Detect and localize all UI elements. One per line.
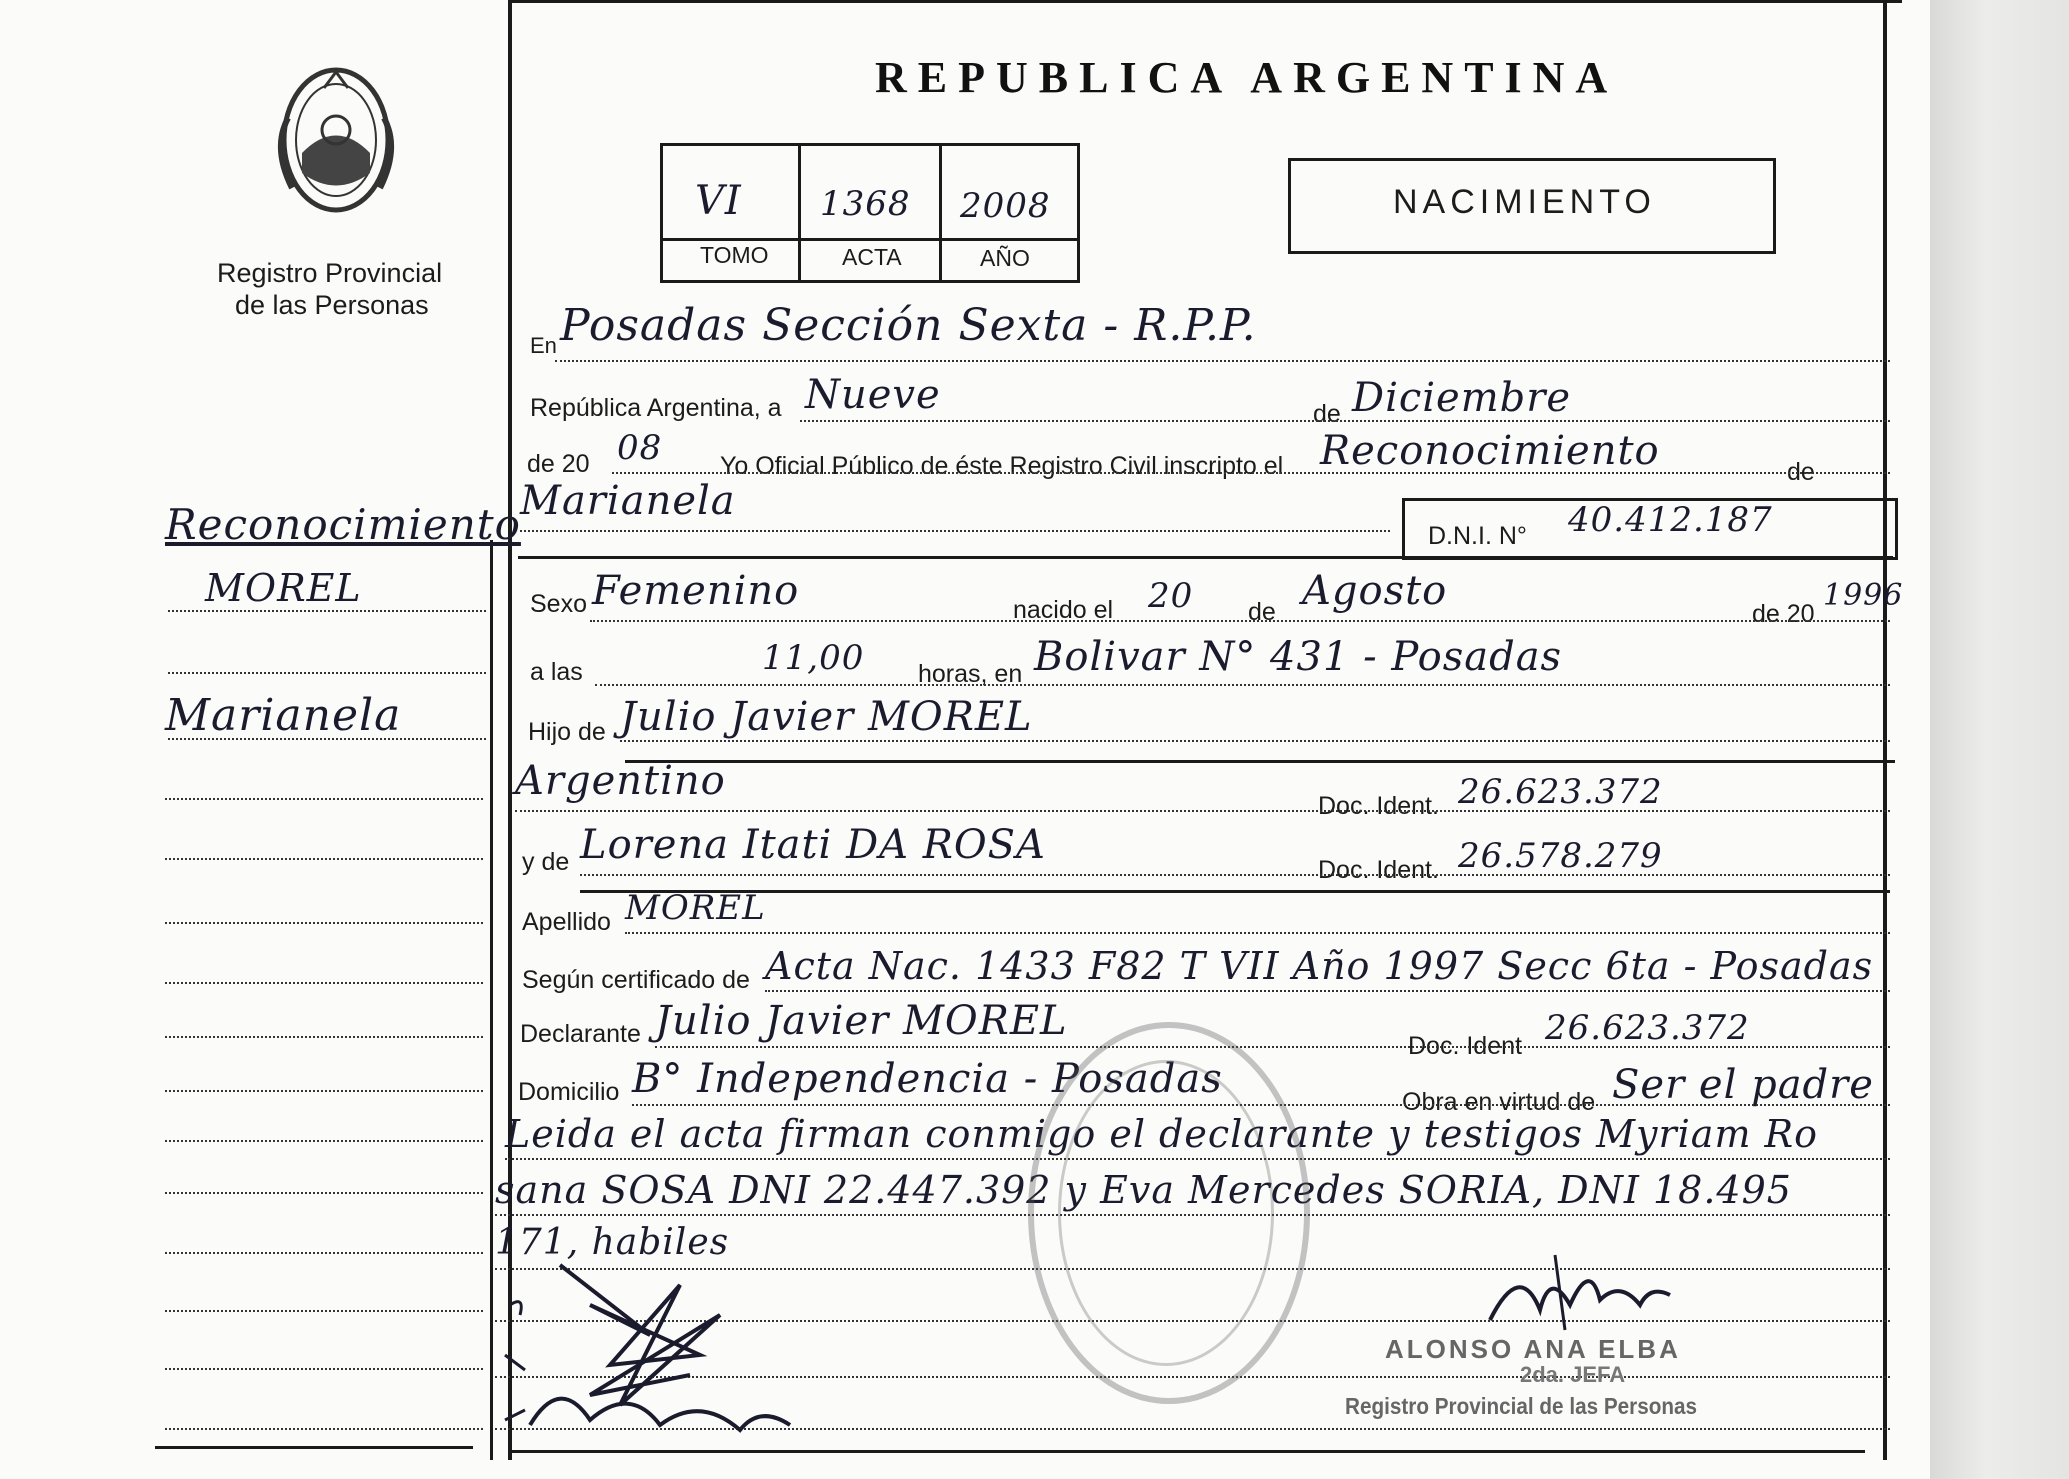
doc-ident-label-2: Doc. Ident. — [1318, 856, 1439, 884]
en-label: En — [530, 333, 557, 358]
domicilio-label: Domicilio — [518, 1078, 620, 1106]
father-value: Julio Javier MOREL — [620, 694, 1033, 740]
father-doc-value: 26.623.372 — [1458, 772, 1663, 812]
name-value: Marianela — [520, 478, 736, 524]
officer-role: 2da. JEFA — [1520, 1362, 1626, 1387]
doc-ident-label-3: Doc. Ident — [1408, 1032, 1522, 1060]
registry-name-line2: de las Personas — [235, 290, 429, 320]
mother-value: Lorena Itati DA ROSA — [580, 822, 1046, 868]
inscripto-value: Reconocimiento — [1320, 428, 1660, 474]
witness-signature-icon — [500, 1245, 800, 1445]
provincial-crest-icon — [262, 58, 410, 228]
en-value: Posadas Sección Sexta - R.P.P. — [560, 300, 1257, 351]
apellido-label: Apellido — [522, 908, 611, 936]
tomo-label: TOMO — [700, 242, 769, 268]
apellido-value: MOREL — [625, 888, 766, 928]
officer-registry: Registro Provincial de las Personas — [1345, 1393, 1698, 1419]
officer-signature-icon — [1480, 1250, 1680, 1340]
de-label: de — [1313, 400, 1341, 428]
de20-label: de 20 — [1752, 600, 1815, 628]
top-rule — [512, 0, 1902, 3]
country-title: REPUBLICA ARGENTINA — [875, 53, 1619, 102]
a-las-label: a las — [530, 658, 583, 686]
birth-day-value: 20 — [1148, 576, 1194, 616]
acta-label: ACTA — [842, 244, 902, 270]
document-type: NACIMIENTO — [1393, 183, 1656, 221]
anio-label: AÑO — [980, 245, 1030, 271]
obra-label: Obra en virtud de — [1402, 1088, 1596, 1116]
registry-name-line1: Registro Provincial — [217, 258, 443, 288]
year-prefix-label: de 20 — [527, 450, 590, 478]
horas-label: horas, en — [918, 660, 1023, 688]
margin-surname: MOREL — [205, 566, 362, 610]
margin-title: Reconocimiento — [165, 500, 521, 549]
anio-value: 2008 — [960, 186, 1051, 226]
inner-divider — [490, 540, 493, 1460]
day-value: Nueve — [805, 372, 941, 418]
place-value: Bolivar N° 431 - Posadas — [1034, 634, 1563, 680]
domicilio-value: B° Independencia - Posadas — [632, 1056, 1223, 1102]
birth-year-value: 1996 — [1823, 578, 1904, 613]
declarante-label: Declarante — [520, 1020, 641, 1048]
hour-value: 11,00 — [762, 638, 865, 678]
father-nationality-value: Argentino — [515, 758, 726, 804]
dni-value: 40.412.187 — [1568, 500, 1773, 540]
hijo-label: Hijo de — [528, 718, 606, 746]
de-label-2: de — [1787, 458, 1815, 486]
margin-given-name: Marianela — [165, 690, 402, 741]
sexo-label: Sexo — [530, 590, 587, 618]
oficial-label: Yo Oficial Público de éste Registro Civil inscripto el — [720, 452, 1284, 480]
year-value: 08 — [617, 428, 663, 468]
dni-label: D.N.I. N° — [1428, 522, 1527, 550]
page-edge — [1930, 0, 2069, 1479]
official-stamp-inner — [1058, 1060, 1274, 1366]
notes-line-1: Leida el acta firman conmigo el declarante y testigos Myriam Ro — [505, 1112, 1819, 1156]
y-de-label: y de — [522, 848, 570, 876]
declarante-doc-value: 26.623.372 — [1545, 1008, 1750, 1048]
de-label-3: de — [1248, 598, 1276, 626]
nacido-label: nacido el — [1013, 596, 1114, 624]
month-value: Diciembre — [1352, 375, 1572, 421]
declarante-value: Julio Javier MOREL — [655, 998, 1068, 1044]
segun-label: Según certificado de — [522, 966, 750, 994]
doc-ident-label: Doc. Ident. — [1318, 792, 1439, 820]
acta-value: 1368 — [820, 184, 911, 224]
notes-line-3: 171, habiles — [495, 1222, 730, 1263]
republica-label: República Argentina, a — [530, 394, 782, 422]
notes-line-2: sana SOSA DNI 22.447.392 y Eva Mercedes SORIA, DNI 18.495 — [495, 1168, 1792, 1212]
birth-month-value: Agosto — [1302, 568, 1448, 614]
obra-value: Ser el padre — [1612, 1062, 1874, 1108]
certificado-value: Acta Nac. 1433 F82 T VII Año 1997 Secc 6ta - Posadas — [765, 944, 1874, 988]
tomo-value: VI — [695, 178, 742, 224]
sexo-value: Femenino — [592, 568, 800, 614]
mother-doc-value: 26.578.279 — [1458, 836, 1663, 876]
officer-name: ALONSO ANA ELBA — [1385, 1334, 1681, 1364]
right-border — [1883, 0, 1887, 1460]
